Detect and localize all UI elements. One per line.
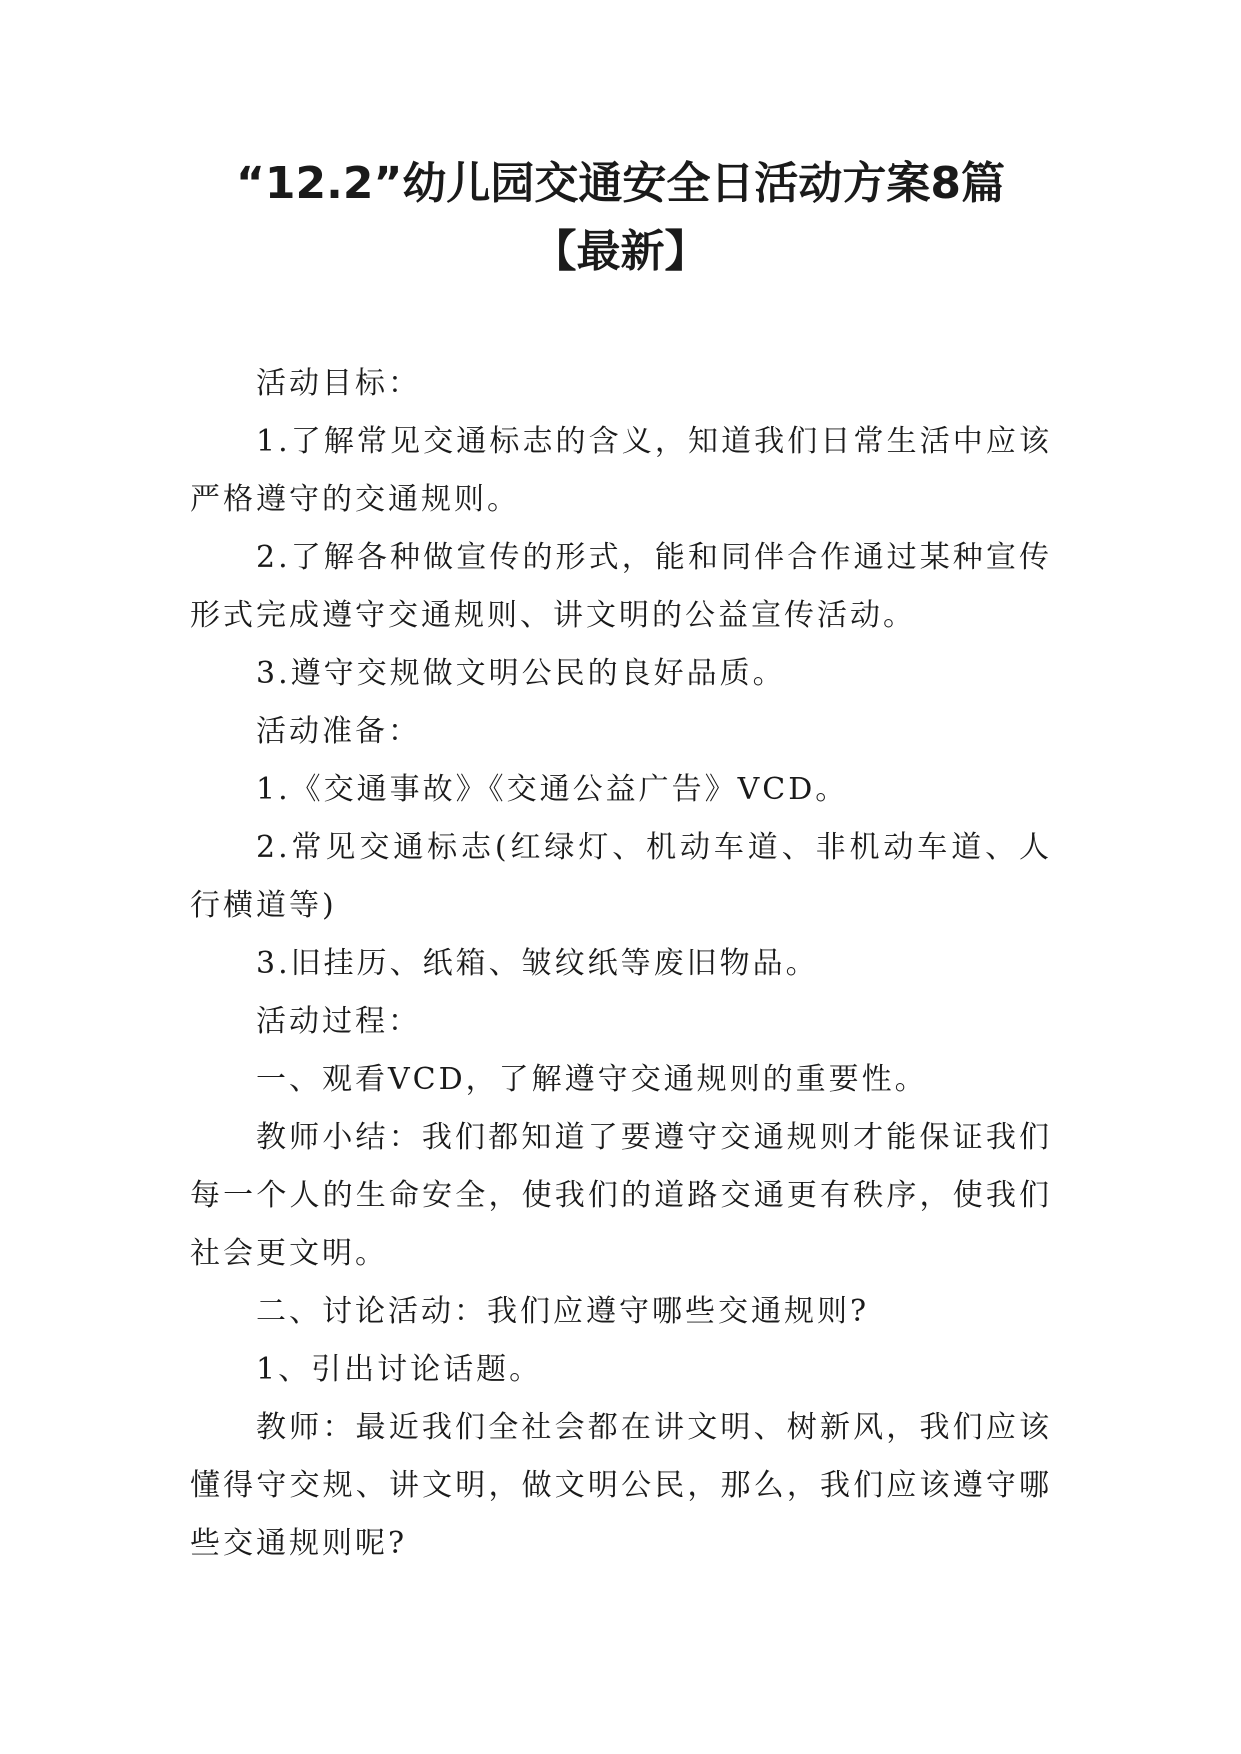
- section-heading-process: 活动过程：: [256, 1004, 421, 1039]
- title-line-2: 【最新】: [532, 226, 709, 277]
- paragraph: 3.遵守交规做文明公民的良好品质。: [256, 656, 786, 691]
- paragraph: 2.了解各种做宣传的形式，能和同伴合作通过某种宣传形式完成遵守交通规则、讲文明的公益宣传活动。: [190, 540, 1052, 633]
- paragraph: 2.常见交通标志(红绿灯、机动车道、非机动车道、人行横道等): [190, 830, 1052, 923]
- section-heading-goals: 活动目标：: [256, 366, 421, 401]
- paragraph: 1.了解常见交通标志的含义，知道我们日常生活中应该严格遵守的交通规则。: [190, 424, 1052, 517]
- section-heading-preparation: 活动准备：: [256, 714, 421, 749]
- paragraph: 教师小结：我们都知道了要遵守交通规则才能保证我们每一个人的生命安全，使我们的道路交通更有秩序，使我们社会更文明。: [190, 1120, 1052, 1271]
- paragraph: 1.《交通事故》《交通公益广告》VCD。: [256, 772, 849, 807]
- paragraph: 教师：最近我们全社会都在讲文明、树新风，我们应该懂得守交规、讲文明，做文明公民，那么，我们应该遵守哪些交通规则呢?: [190, 1410, 1052, 1561]
- paragraph: 1、引出讨论话题。: [256, 1352, 543, 1387]
- paragraph: 一、观看VCD，了解遵守交通规则的重要性。: [256, 1062, 928, 1097]
- document-body: [190, 355, 1052, 1573]
- paragraph: 3.旧挂历、纸箱、皱纹纸等废旧物品。: [256, 946, 819, 981]
- title-line-1: “12.2”幼儿园交通安全日活动方案8篇: [235, 158, 1005, 209]
- paragraph: 二、讨论活动：我们应遵守哪些交通规则?: [256, 1294, 870, 1329]
- document-title: [150, 150, 1091, 286]
